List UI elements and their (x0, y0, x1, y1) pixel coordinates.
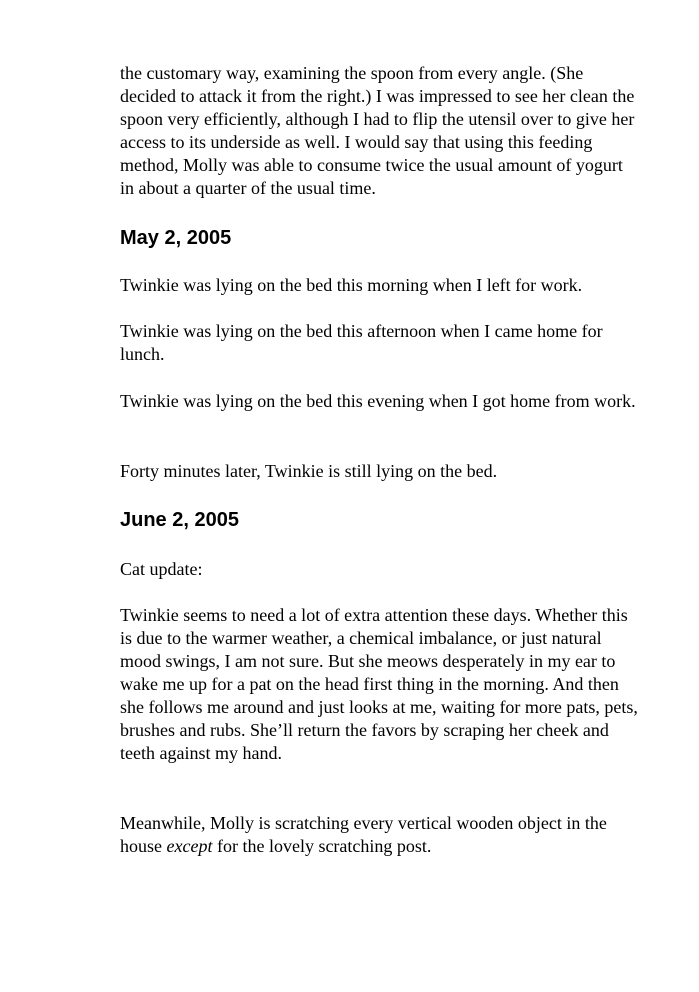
paragraph (120, 812, 640, 858)
closing-text-before: Meanwhile, Molly is scratching every vertical wooden object in the house (120, 813, 607, 856)
paragraph: Twinkie was lying on the bed this evening when I got home from work. (120, 391, 636, 411)
paragraph: Forty minutes later, Twinkie is still lying on the bed. (120, 461, 498, 481)
emphasized-word: except (166, 836, 213, 856)
paragraph: Twinkie was lying on the bed this afternoon when I came home for lunch. (120, 321, 603, 364)
entry-date-heading: May 2, 2005 (120, 227, 232, 249)
closing-text-after: for the lovely scratching post. (212, 836, 432, 856)
paragraph: Twinkie was lying on the bed this morning when I left for work. (120, 275, 583, 295)
paragraph: the customary way, examining the spoon from every angle. (She decided to attack it from the right.) I was impressed to see her clean the spoon very efficiently, although I had to flip the utensil over to give her access to its underside as well. I would say that using this feeding method, Molly was able to consume twice the usual amount of yogurt in about a quarter of the usual time. (120, 63, 635, 198)
paragraph: Twinkie seems to need a lot of extra attention these days. Whether this is due to the warmer weather, a chemical imbalance, or just natural mood swings, I am not sure. But she meows desperately in my ear to wake me up for a pat on the head first thing in the morning. And then she follows me around and just looks at me, waiting for more pats, pets, brushes and rubs. She’ll return the favors by scraping her cheek and teeth against my hand. (120, 605, 638, 763)
entry-date-heading: June 2, 2005 (120, 509, 239, 531)
paragraph: Cat update: (120, 559, 203, 579)
